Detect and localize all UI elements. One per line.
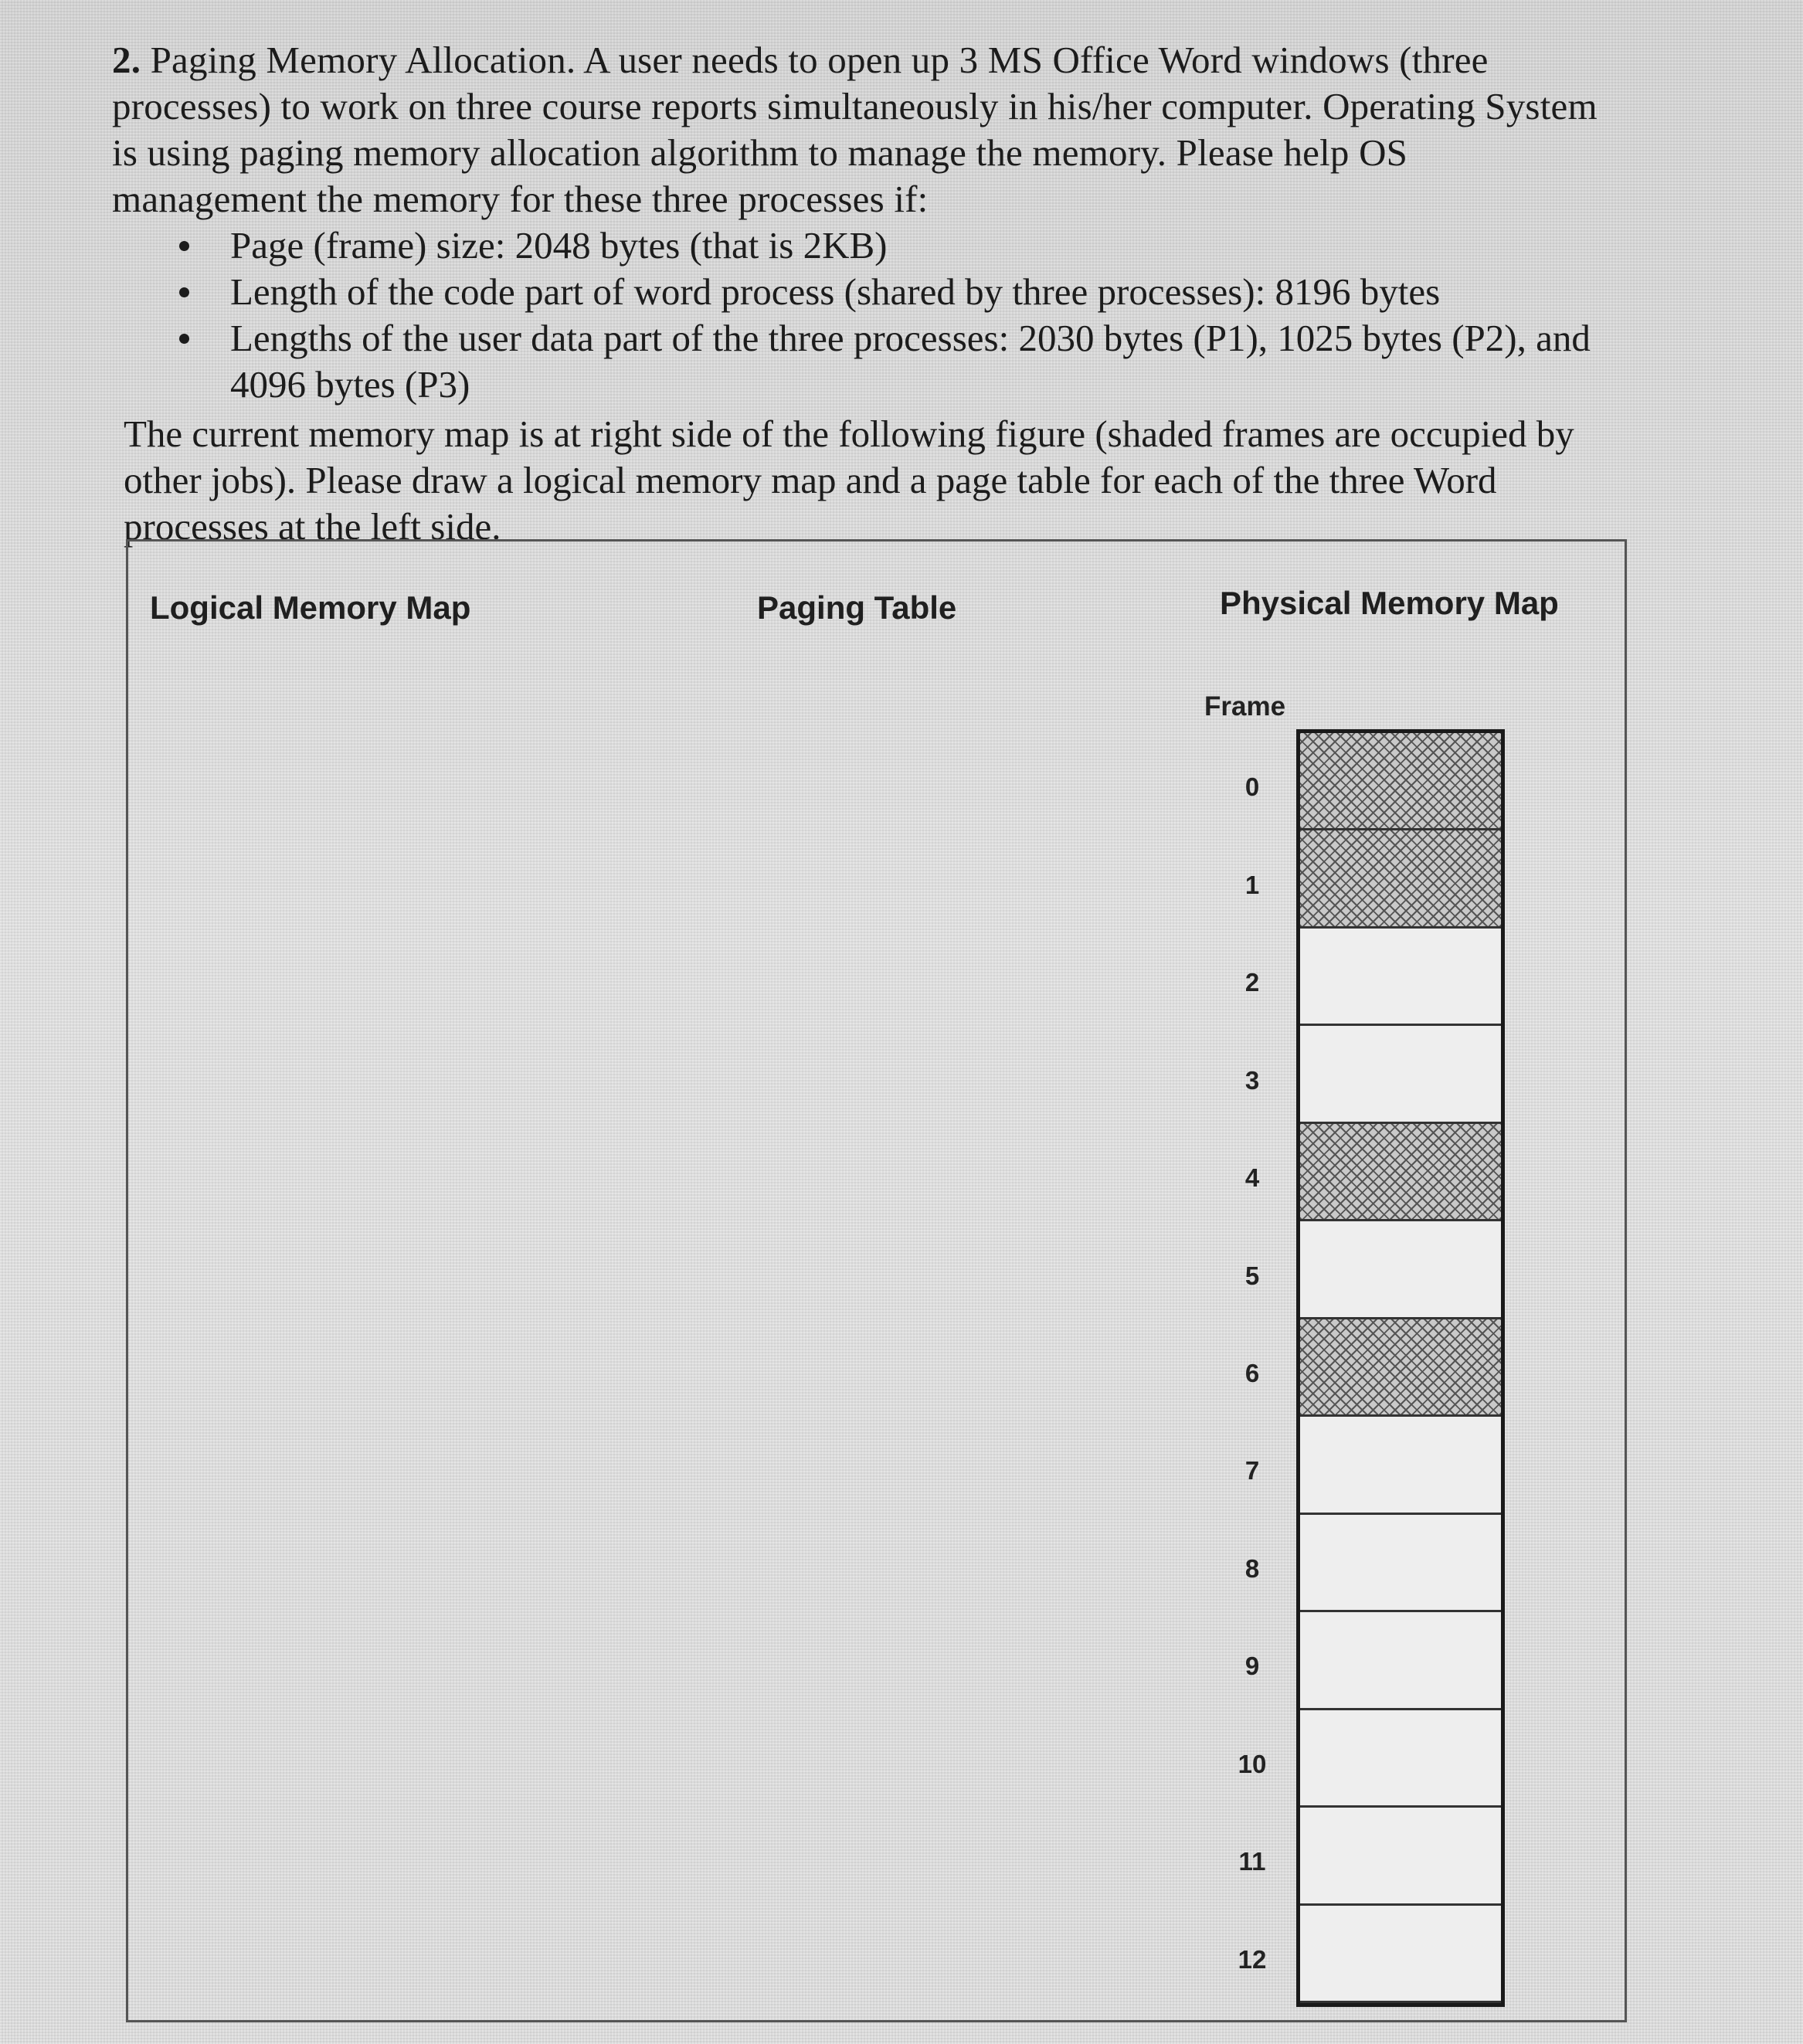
question-number: 2. [112, 39, 141, 81]
intro-line-2: other jobs). Please draw a logical memory map and a page table for each of the three Word [124, 459, 1497, 501]
memory-frame-12 [1300, 1906, 1501, 2003]
question-line-1-rest: A user needs to open up 3 MS Office Word windows (three [583, 39, 1489, 81]
frame-number-7: 7 [1244, 1456, 1260, 1485]
logical-memory-map-heading: Logical Memory Map [150, 589, 471, 626]
bullet-icon [179, 241, 189, 251]
memory-frame-11 [1300, 1808, 1501, 1905]
intro-line-1: The current memory map is at right side of the following figure (shaded frames are occupied by [124, 413, 1574, 455]
memory-figure [126, 539, 1627, 2022]
frame-column-label: Frame [1204, 691, 1286, 722]
bullet-icon [179, 287, 189, 297]
list-item: Page (frame) size: 2048 bytes (that is 2KB) [112, 222, 1672, 269]
question-line-1 [112, 37, 1672, 83]
intro-line-3: processes at the left side. [124, 505, 501, 548]
question-block [112, 37, 1672, 408]
frame-number-0: 0 [1244, 772, 1260, 802]
bullet-3-continuation: 4096 bytes (P3) [230, 363, 470, 406]
frame-number-11: 11 [1238, 1847, 1266, 1876]
paging-table-heading: Paging Table [757, 589, 957, 626]
list-item: Lengths of the user data part of the three processes: 2030 bytes (P1), 1025 bytes (P2), and [112, 315, 1672, 362]
memory-frame-0 [1300, 733, 1501, 830]
frame-number-3: 3 [1244, 1065, 1260, 1095]
frame-number-5: 5 [1244, 1261, 1260, 1290]
physical-memory-column [1296, 729, 1505, 2007]
physical-memory-map-heading: Physical Memory Map [1220, 585, 1559, 621]
condition-list [112, 222, 1672, 362]
question-line-2: processes) to work on three course reports simultaneously in his/her computer. Operating System [112, 85, 1598, 127]
memory-frame-6 [1300, 1319, 1501, 1417]
question-title: Paging Memory Allocation. [150, 39, 576, 81]
memory-frame-4 [1300, 1124, 1501, 1221]
figure-intro [124, 411, 1669, 550]
frame-number-10: 10 [1238, 1749, 1267, 1778]
memory-frame-3 [1300, 1026, 1501, 1123]
memory-frame-1 [1300, 830, 1501, 928]
frame-number-1: 1 [1244, 870, 1260, 899]
bullet-icon [179, 334, 189, 344]
memory-frame-9 [1300, 1612, 1501, 1710]
frame-number-9: 9 [1244, 1652, 1260, 1681]
memory-frame-7 [1300, 1417, 1501, 1514]
memory-frame-10 [1300, 1710, 1501, 1808]
frame-number-4: 4 [1244, 1163, 1260, 1193]
frame-number-2: 2 [1244, 968, 1260, 997]
memory-frame-8 [1300, 1515, 1501, 1612]
question-line-3: is using paging memory allocation algorithm to manage the memory. Please help OS [112, 131, 1408, 174]
frame-number-6: 6 [1244, 1359, 1260, 1387]
frame-number-8: 8 [1244, 1553, 1260, 1583]
frame-number-12: 12 [1238, 1944, 1267, 1974]
memory-frame-5 [1300, 1221, 1501, 1319]
memory-frame-2 [1300, 929, 1501, 1026]
list-item: Length of the code part of word process (shared by three processes): 8196 bytes [112, 269, 1672, 315]
question-line-4: management the memory for these three processes if: [112, 178, 929, 220]
